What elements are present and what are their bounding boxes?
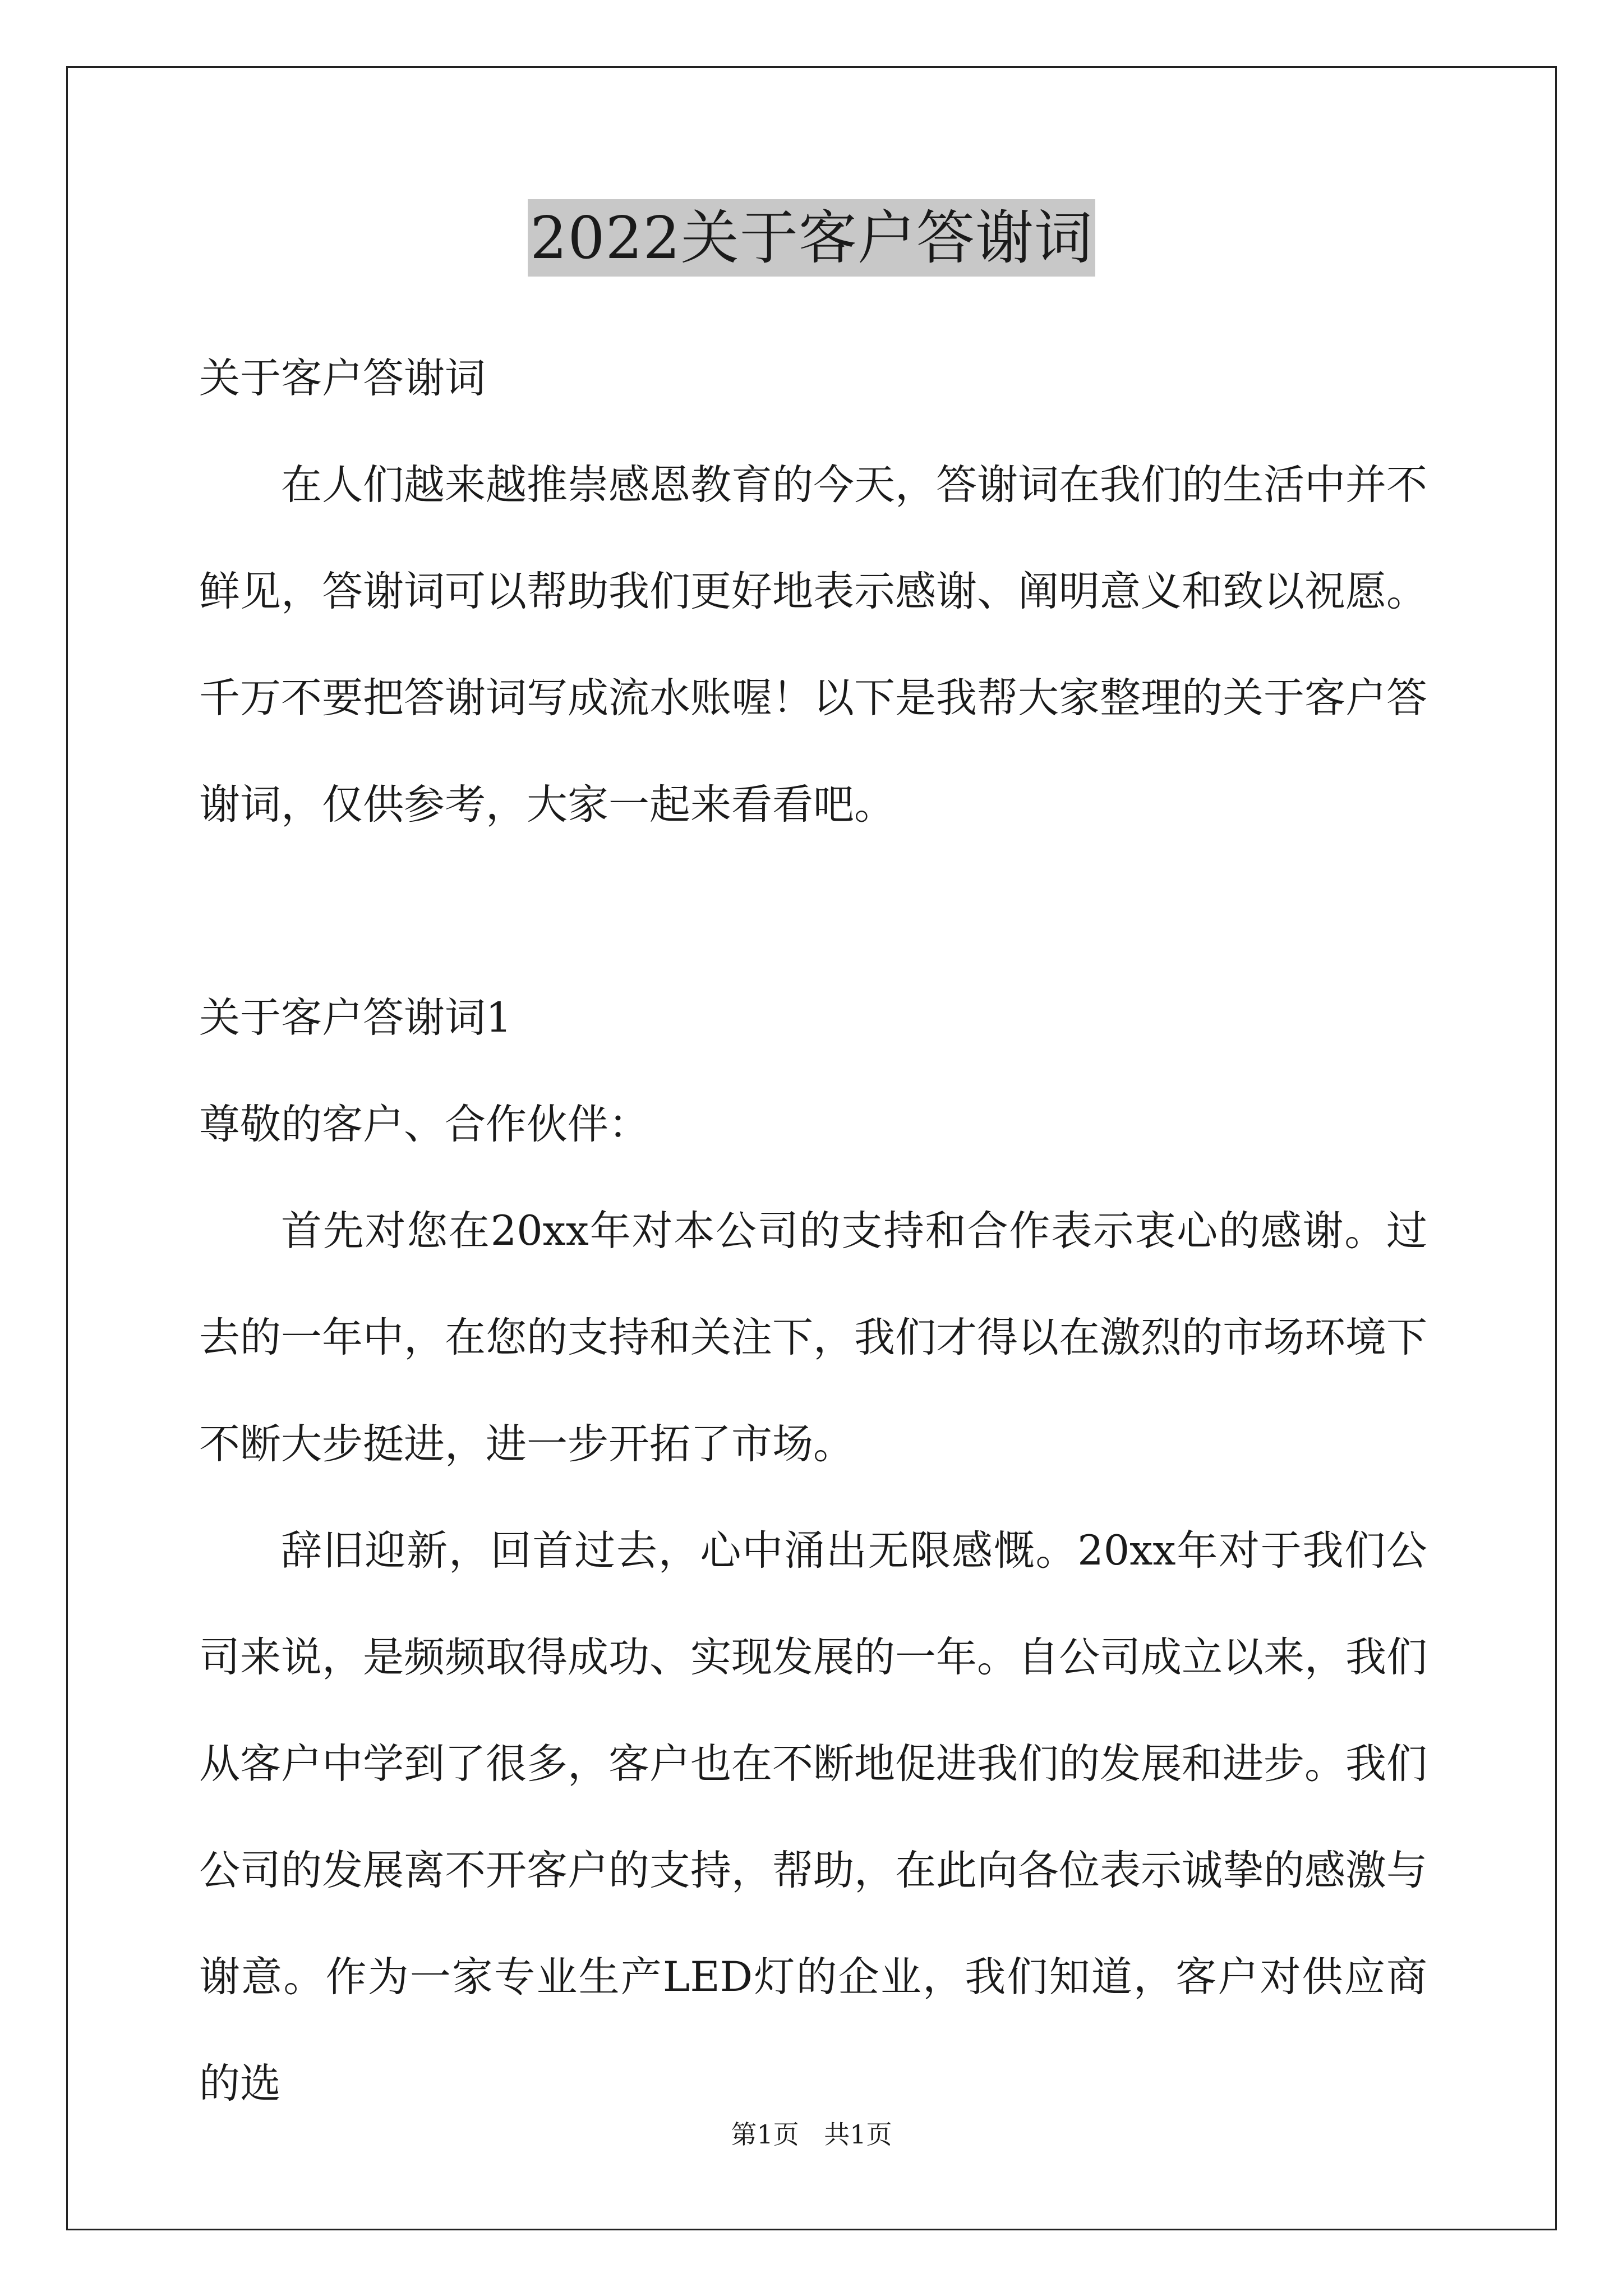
document-title: 2022关于客户答谢词 bbox=[528, 199, 1095, 277]
document-subtitle: 关于客户答谢词 bbox=[199, 355, 486, 402]
salutation: 尊敬的客户、合作伙伴： bbox=[199, 1101, 649, 1148]
title-container bbox=[0, 199, 1623, 277]
body-paragraph: 首先对您在20xx年对本公司的支持和合作表示衷心的感谢。过去的一年中，在您的支持和关注下，我们才得以在激烈的市场环境下不断大步挺进，进一步开拓了市场。 bbox=[199, 1207, 1427, 1468]
body-paragraph: 辞旧迎新，回首过去，心中涌出无限感慨。20xx年对于我们公司来说，是频频取得成功、实现发展的一年。自公司成立以来，我们从客户中学到了很多，客户也在不断地促进我们的发展和进步。我们公司的发展离不开客户的支持，帮助，在此向各位表示诚挚的感激与谢意。作为一家专业生产LED灯的企业，我们知道，客户对供应商的选 bbox=[199, 1527, 1427, 2108]
intro-paragraph: 在人们越来越推崇感恩教育的今天，答谢词在我们的生活中并不鲜见，答谢词可以帮助我们更好地表示感谢、阐明意义和致以祝愿。千万不要把答谢词写成流水账喔！以下是我帮大家整理的关于客户答谢词，仅供参考，大家一起来看看吧。 bbox=[199, 461, 1427, 829]
blank-line bbox=[199, 858, 1427, 965]
section-heading: 关于客户答谢词1 bbox=[199, 994, 512, 1042]
page-footer: 第1页 共1页 bbox=[731, 2119, 892, 2150]
document-body bbox=[199, 325, 1427, 2137]
